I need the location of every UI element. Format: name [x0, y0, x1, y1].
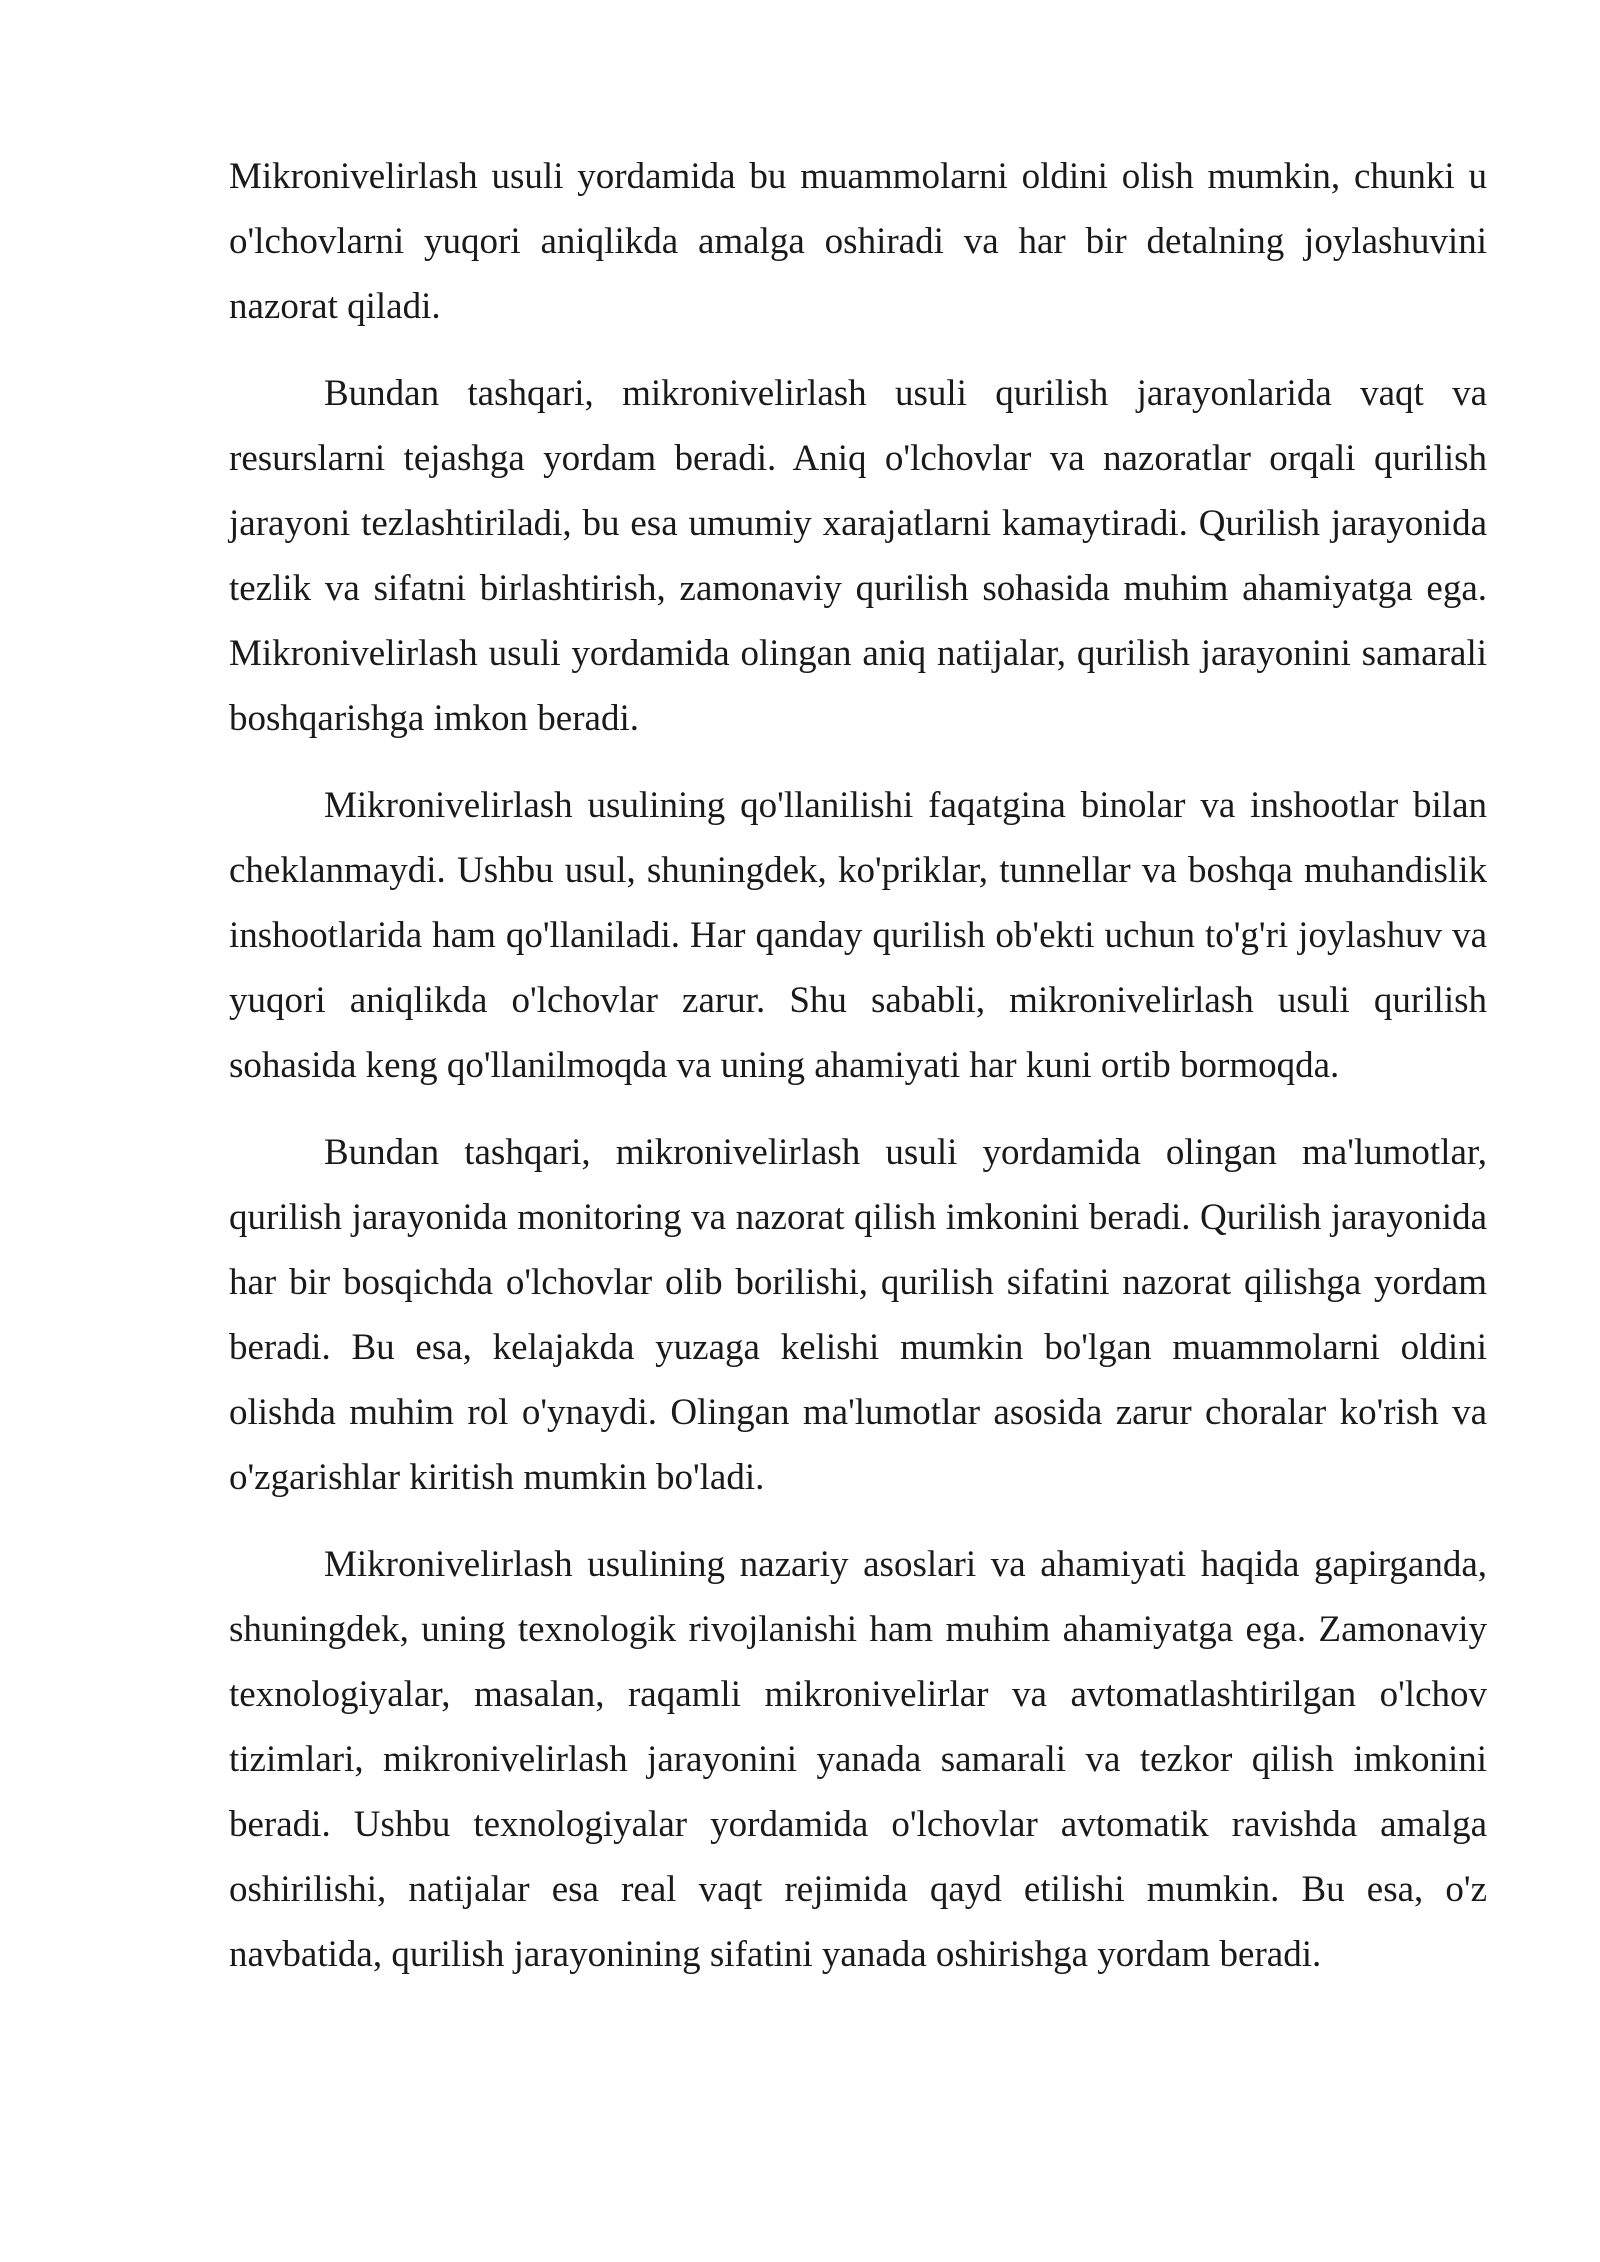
paragraph-1: Mikronivelirlash usuli yordamida bu muammolarni oldini olish mumkin, chunki u o'lchovlarni yuqori aniqlikda amalga oshiradi va har bir detalning joylashuvini nazorat qiladi. — [229, 156, 1487, 327]
paragraph-5: Mikronivelirlash usulining nazariy asoslari va ahamiyati haqida gapirganda, shuningdek, uning texnologik rivojlanishi ham muhim ahamiyatga ega. Zamonaviy texnologiyalar, masalan, raqamli mikronivelirlar va avtomatlashtirilgan o'lchov tizimlari, mikronivelirlash jarayonini yanada samarali va tezkor qilish imkonini beradi. Ushbu texnologiyalar yordamida o'lchovlar avtomatik ravishda amalga oshirilishi, natijalar esa real vaqt rejimida qayd etilishi mumkin. Bu esa, o'z navbatida, qurilish jarayonining sifatini yanada oshirishga yordam beradi. — [229, 1544, 1487, 1975]
document-body — [229, 144, 1487, 2009]
paragraph-4: Bundan tashqari, mikronivelirlash usuli yordamida olingan ma'lumotlar, qurilish jarayonida monitoring va nazorat qilish imkonini beradi. Qurilish jarayonida har bir bosqichda o'lchovlar olib borilishi, qurilish sifatini nazorat qilishga yordam beradi. Bu esa, kelajakda yuzaga kelishi mumkin bo'lgan muammolarni oldini olishda muhim rol o'ynaydi. Olingan ma'lumotlar asosida zarur choralar ko'rish va o'zgarishlar kiritish mumkin bo'ladi. — [229, 1132, 1487, 1498]
paragraph-3: Mikronivelirlash usulining qo'llanilishi faqatgina binolar va inshootlar bilan cheklanmaydi. Ushbu usul, shuningdek, ko'priklar, tunnellar va boshqa muhandislik inshootlarida ham qo'llaniladi. Har qanday qurilish ob'ekti uchun to'g'ri joylashuv va yuqori aniqlikda o'lchovlar zarur. Shu sababli, mikronivelirlash usuli qurilish sohasida keng qo'llanilmoqda va uning ahamiyati har kuni ortib bormoqda. — [229, 785, 1487, 1086]
paragraph-2: Bundan tashqari, mikronivelirlash usuli qurilish jarayonlarida vaqt va resurslarni tejashga yordam beradi. Aniq o'lchovlar va nazoratlar orqali qurilish jarayoni tezlashtiriladi, bu esa umumiy xarajatlarni kamaytiradi. Qurilish jarayonida tezlik va sifatni birlashtirish, zamonaviy qurilish sohasida muhim ahamiyatga ega. Mikronivelirlash usuli yordamida olingan aniq natijalar, qurilish jarayonini samarali boshqarishga imkon beradi. — [229, 373, 1487, 739]
